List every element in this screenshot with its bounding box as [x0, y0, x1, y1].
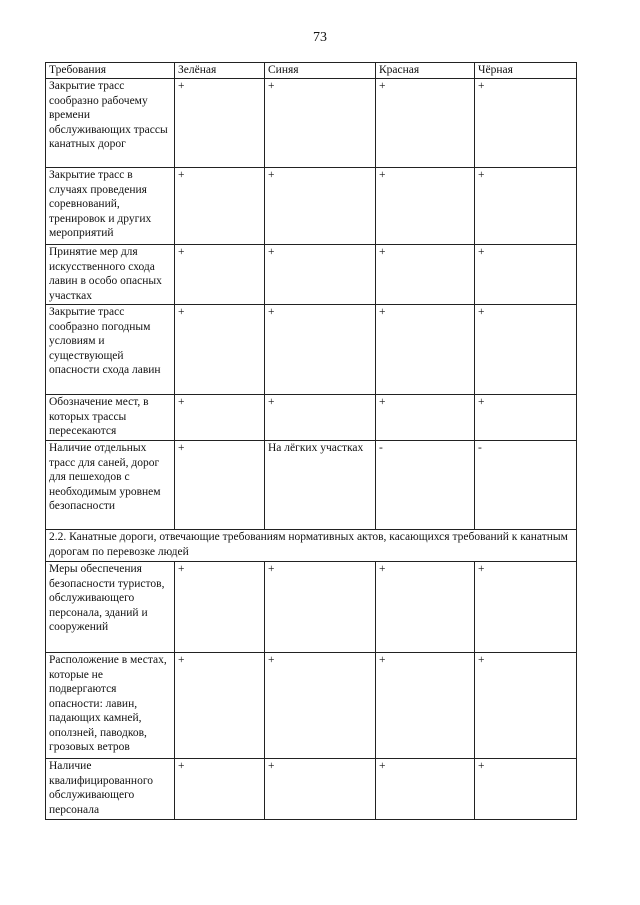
value-green: +: [175, 245, 265, 305]
table-row: [46, 168, 577, 245]
value-blue: На лёгких участках: [265, 441, 376, 530]
value-black: +: [475, 168, 577, 245]
table-row: [46, 653, 577, 759]
table-row: [46, 441, 577, 530]
section-row: [46, 530, 577, 562]
value-black: +: [475, 562, 577, 653]
value-blue: +: [265, 305, 376, 395]
header-green: Зелёная: [175, 63, 265, 79]
value-red: +: [376, 562, 475, 653]
value-blue: +: [265, 245, 376, 305]
value-red: +: [376, 305, 475, 395]
value-black: -: [475, 441, 577, 530]
value-black: +: [475, 653, 577, 759]
requirement-text: Наличие отдельных трасс для саней, дорог для пешеходов с необходимым уровнем безопасности: [46, 441, 175, 530]
value-blue: +: [265, 168, 376, 245]
requirement-text: Расположение в местах, которые не подвергаются опасности: лавин, падающих камней, оползней, паводков, грозовых ветров: [46, 653, 175, 759]
value-black: +: [475, 759, 577, 820]
header-red: Красная: [376, 63, 475, 79]
table-row: [46, 759, 577, 820]
value-red: -: [376, 441, 475, 530]
requirements-table: [45, 62, 577, 820]
page-number: 73: [313, 30, 327, 45]
table-row: [46, 562, 577, 653]
section-heading: 2.2. Канатные дороги, отвечающие требованиям нормативных актов, касающихся требований к канатным дорогам по перевозке людей: [46, 530, 577, 562]
value-green: +: [175, 562, 265, 653]
value-blue: +: [265, 562, 376, 653]
requirement-text: Меры обеспечения безопасности туристов, обслуживающего персонала, зданий и сооружений: [46, 562, 175, 653]
value-blue: +: [265, 653, 376, 759]
value-blue: +: [265, 759, 376, 820]
value-green: +: [175, 759, 265, 820]
requirement-text: Закрытие трасс сообразно погодным условиям и существующей опасности схода лавин: [46, 305, 175, 395]
value-black: +: [475, 395, 577, 441]
requirement-text: Закрытие трасс сообразно рабочему времени обслуживающих трассы канатных дорог: [46, 79, 175, 168]
value-red: +: [376, 245, 475, 305]
table-row: [46, 395, 577, 441]
value-black: +: [475, 79, 577, 168]
requirement-text: Обозначение мест, в которых трассы пересекаются: [46, 395, 175, 441]
value-black: +: [475, 305, 577, 395]
header-black: Чёрная: [475, 63, 577, 79]
value-green: +: [175, 653, 265, 759]
value-black: +: [475, 245, 577, 305]
value-red: +: [376, 395, 475, 441]
header-blue: Синяя: [265, 63, 376, 79]
table-row: [46, 245, 577, 305]
requirement-text: Наличие квалифицированного обслуживающего персонала: [46, 759, 175, 820]
table-header-row: [46, 63, 577, 79]
value-blue: +: [265, 79, 376, 168]
value-red: +: [376, 79, 475, 168]
table-row: [46, 79, 577, 168]
header-requirements: Требования: [46, 63, 175, 79]
requirement-text: Принятие мер для искусственного схода лавин в особо опасных участках: [46, 245, 175, 305]
table-row: [46, 305, 577, 395]
requirement-text: Закрытие трасс в случаях проведения соревнований, тренировок и других мероприятий: [46, 168, 175, 245]
value-red: +: [376, 653, 475, 759]
value-green: +: [175, 168, 265, 245]
value-blue: +: [265, 395, 376, 441]
value-red: +: [376, 168, 475, 245]
value-green: +: [175, 395, 265, 441]
value-green: +: [175, 79, 265, 168]
value-red: +: [376, 759, 475, 820]
value-green: +: [175, 441, 265, 530]
value-green: +: [175, 305, 265, 395]
